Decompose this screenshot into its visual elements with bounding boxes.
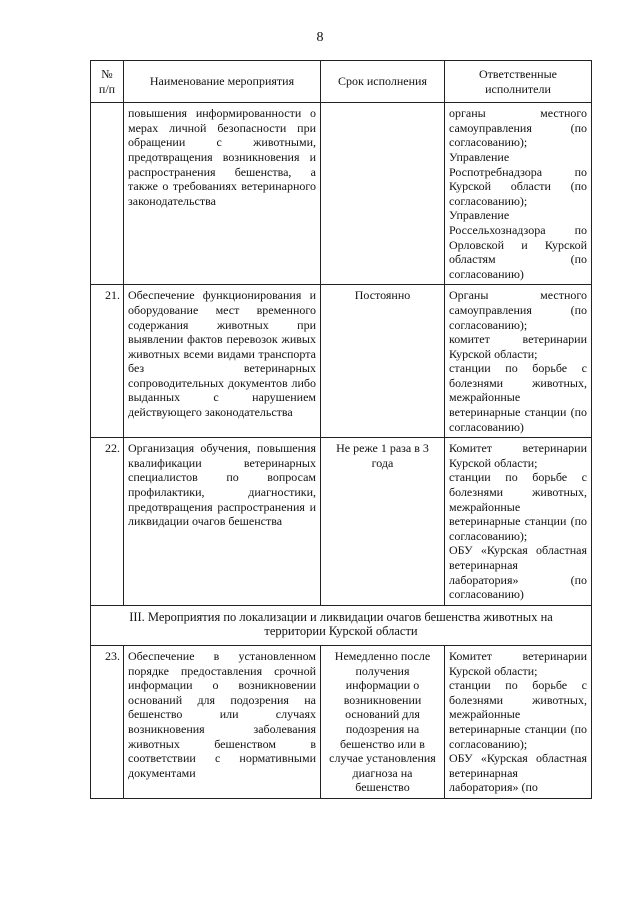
responsible-entry: Управление Роспотребнадзора по Курской области (по согласованию); <box>449 149 587 208</box>
header-responsible: Ответственные исполнители <box>445 61 592 103</box>
header-num: № п/п <box>91 61 124 103</box>
row-responsible <box>445 645 592 798</box>
responsible-entry: ОБУ «Курская областная ветеринарная лаборатория» (по согласованию) <box>449 543 587 602</box>
row-responsible <box>445 285 592 438</box>
row-measure: Обеспечение функционирования и оборудование мест временного содержания животных при выявлении фактов перевозок живых животных всеми видами транспорта без ветеринарных сопроводительных документов либо выданных с нарушением действующего законодательства <box>124 285 321 438</box>
measures-table <box>90 60 592 799</box>
table-row <box>91 438 592 606</box>
page-number: 8 <box>316 30 324 45</box>
row-number: 21. <box>91 285 124 438</box>
table-row <box>91 103 592 285</box>
row-term: Не реже 1 раза в 3 года <box>321 438 445 606</box>
row-responsible <box>445 103 592 285</box>
table-header-row <box>91 61 592 103</box>
header-term: Срок исполнения <box>321 61 445 103</box>
row-measure: Организация обучения, повышения квалификации ветеринарных специалистов по вопросам профилактики, диагностики, предотвращения распространения и ликвидации очагов бешенства <box>124 438 321 606</box>
row-number: 23. <box>91 645 124 798</box>
row-term: Постоянно <box>321 285 445 438</box>
responsible-entry: ОБУ «Курская областная ветеринарная лаборатория» (по <box>449 751 587 795</box>
row-term <box>321 103 445 285</box>
header-name: Наименование мероприятия <box>124 61 321 103</box>
row-term: Немедленно после получения информации о возникновении оснований для подозрения на бешенство или в случае установления диагноза на бешенство <box>321 645 445 798</box>
responsible-entry: комитет ветеринарии Курской области; <box>449 332 587 361</box>
table-row <box>91 285 592 438</box>
row-responsible <box>445 438 592 606</box>
section-title: III. Мероприятия по локализации и ликвидации очагов бешенства животных на территории Курской области <box>91 605 592 645</box>
responsible-entry: Органы местного самоуправления (по согласованию); <box>449 288 587 332</box>
row-measure: Обеспечение в установленном порядке предоставления срочной информации о возникновении оснований для подозрения на бешенство или случаях возникновения заболевания животных бешенством в соответствии с нормативными документами <box>124 645 321 798</box>
row-number <box>91 103 124 285</box>
responsible-entry: станции по борьбе с болезнями животных, межрайонные ветеринарные станции (по согласованию) <box>449 361 587 434</box>
responsible-entry: Комитет ветеринарии Курской области; <box>449 648 587 678</box>
row-measure: повышения информированности о мерах личной безопасности при обращении с животными, предотвращения возникновения и распространения бешенства, а также о требованиях ветеринарного законодательства <box>124 103 321 285</box>
responsible-entry: станции по борьбе с болезнями животных, межрайонные ветеринарные станции (по согласованию); <box>449 678 587 751</box>
section-row <box>91 605 592 645</box>
table-row <box>91 645 592 798</box>
row-number: 22. <box>91 438 124 606</box>
responsible-entry: Комитет ветеринарии Курской области; <box>449 441 587 470</box>
responsible-entry: станции по борьбе с болезнями животных, межрайонные ветеринарные станции (по согласованию); <box>449 470 587 543</box>
responsible-entry: органы местного самоуправления (по согласованию); <box>449 106 587 150</box>
responsible-entry: Управление Россельхознадзора по Орловской и Курской областям (по согласованию) <box>449 208 587 281</box>
